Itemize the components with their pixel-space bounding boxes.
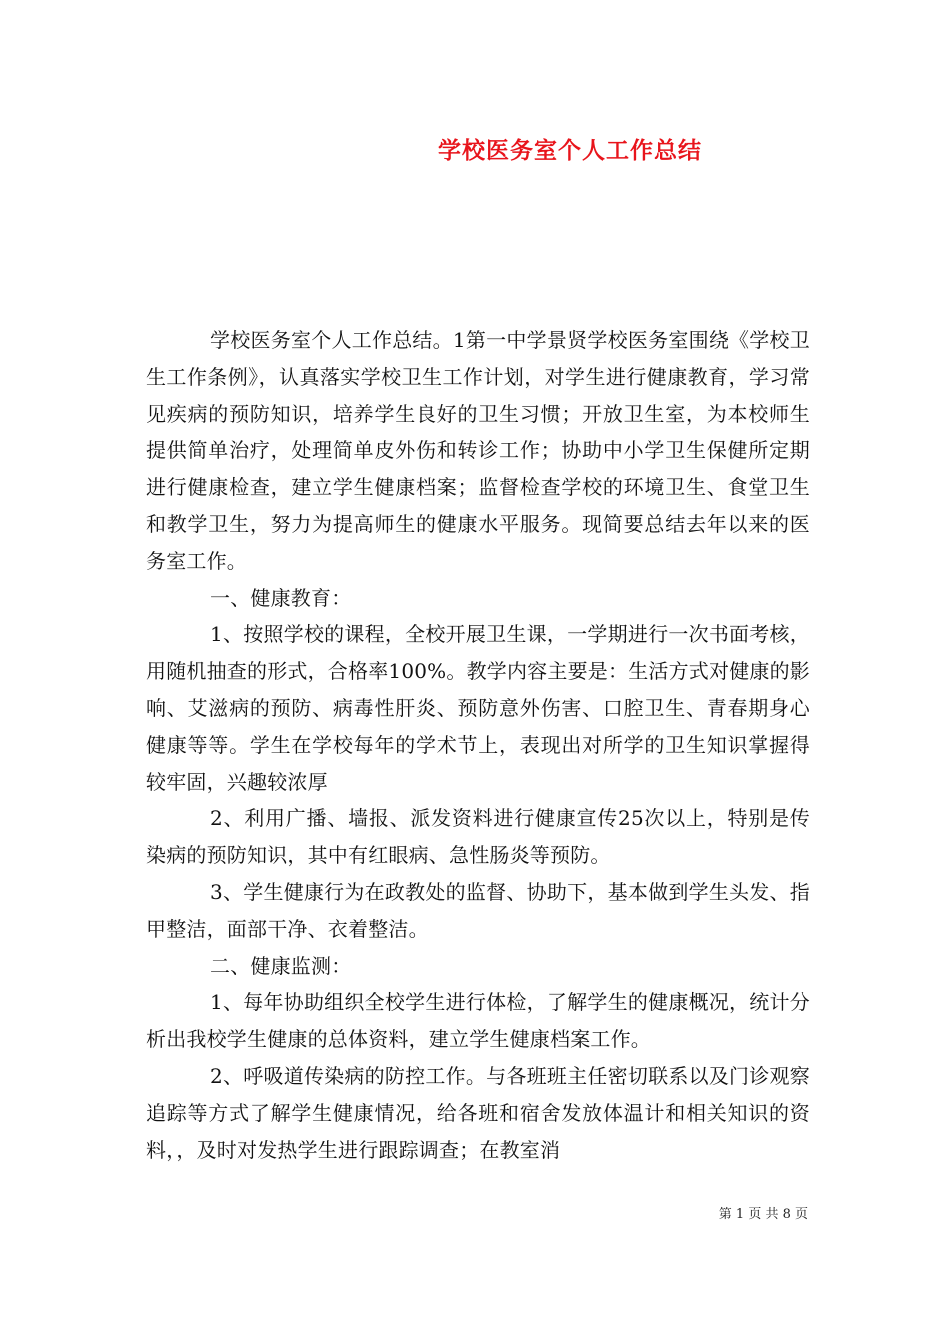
section-heading-health-education: 一、健康教育： — [210, 585, 352, 610]
document-body — [146, 322, 810, 1168]
page-number-footer: 第 1 页 共 8 页 — [718, 1207, 808, 1222]
paragraph-education-item-1: 1、按照学校的课程，全校开展卫生课，一学期进行一次书面考核，用随机抽查的形式，合格率100%。教学内容主要是：生活方式对健康的影响、艾滋病的预防、病毒性肝炎、预防意外伤害、口腔卫生、青春期身心健康等等。学生在学校每年的学术节上，表现出对所学的卫生知识掌握得较牢固，兴趣较浓厚 — [146, 622, 810, 794]
paragraph-monitoring-item-1: 1、每年协助组织全校学生进行体检，了解学生的健康概况，统计分析出我校学生健康的总体资料，建立学生健康档案工作。 — [146, 990, 810, 1052]
document-title: 学校医务室个人工作总结 — [438, 137, 702, 164]
paragraph-education-item-2: 2、利用广播、墙报、派发资料进行健康宣传25次以上，特别是传染病的预防知识，其中有红眼病、急性肠炎等预防。 — [146, 806, 810, 868]
section-heading-health-monitoring: 二、健康监测： — [210, 953, 352, 978]
paragraph-intro: 学校医务室个人工作总结。1第一中学景贤学校医务室围绕《学校卫生工作条例》，认真落实学校卫生工作计划，对学生进行健康教育，学习常见疾病的预防知识，培养学生良好的卫生习惯；开放卫生室，为本校师生提供简单治疗，处理简单皮外伤和转诊工作；协助中小学卫生保健所定期进行健康检查，建立学生健康档案；监督检查学校的环境卫生、食堂卫生和教学卫生，努力为提高师生的健康水平服务。现简要总结去年以来的医务室工作。 — [146, 328, 810, 573]
paragraph-monitoring-item-2: 2、呼吸道传染病的防控工作。与各班班主任密切联系以及门诊观察追踪等方式了解学生健康情况，给各班和宿舍发放体温计和相关知识的资料，，及时对发热学生进行跟踪调查；在教室消 — [146, 1063, 810, 1162]
paragraph-education-item-3: 3、学生健康行为在政教处的监督、协助下，基本做到学生头发、指甲整洁，面部干净、衣着整洁。 — [146, 879, 810, 941]
